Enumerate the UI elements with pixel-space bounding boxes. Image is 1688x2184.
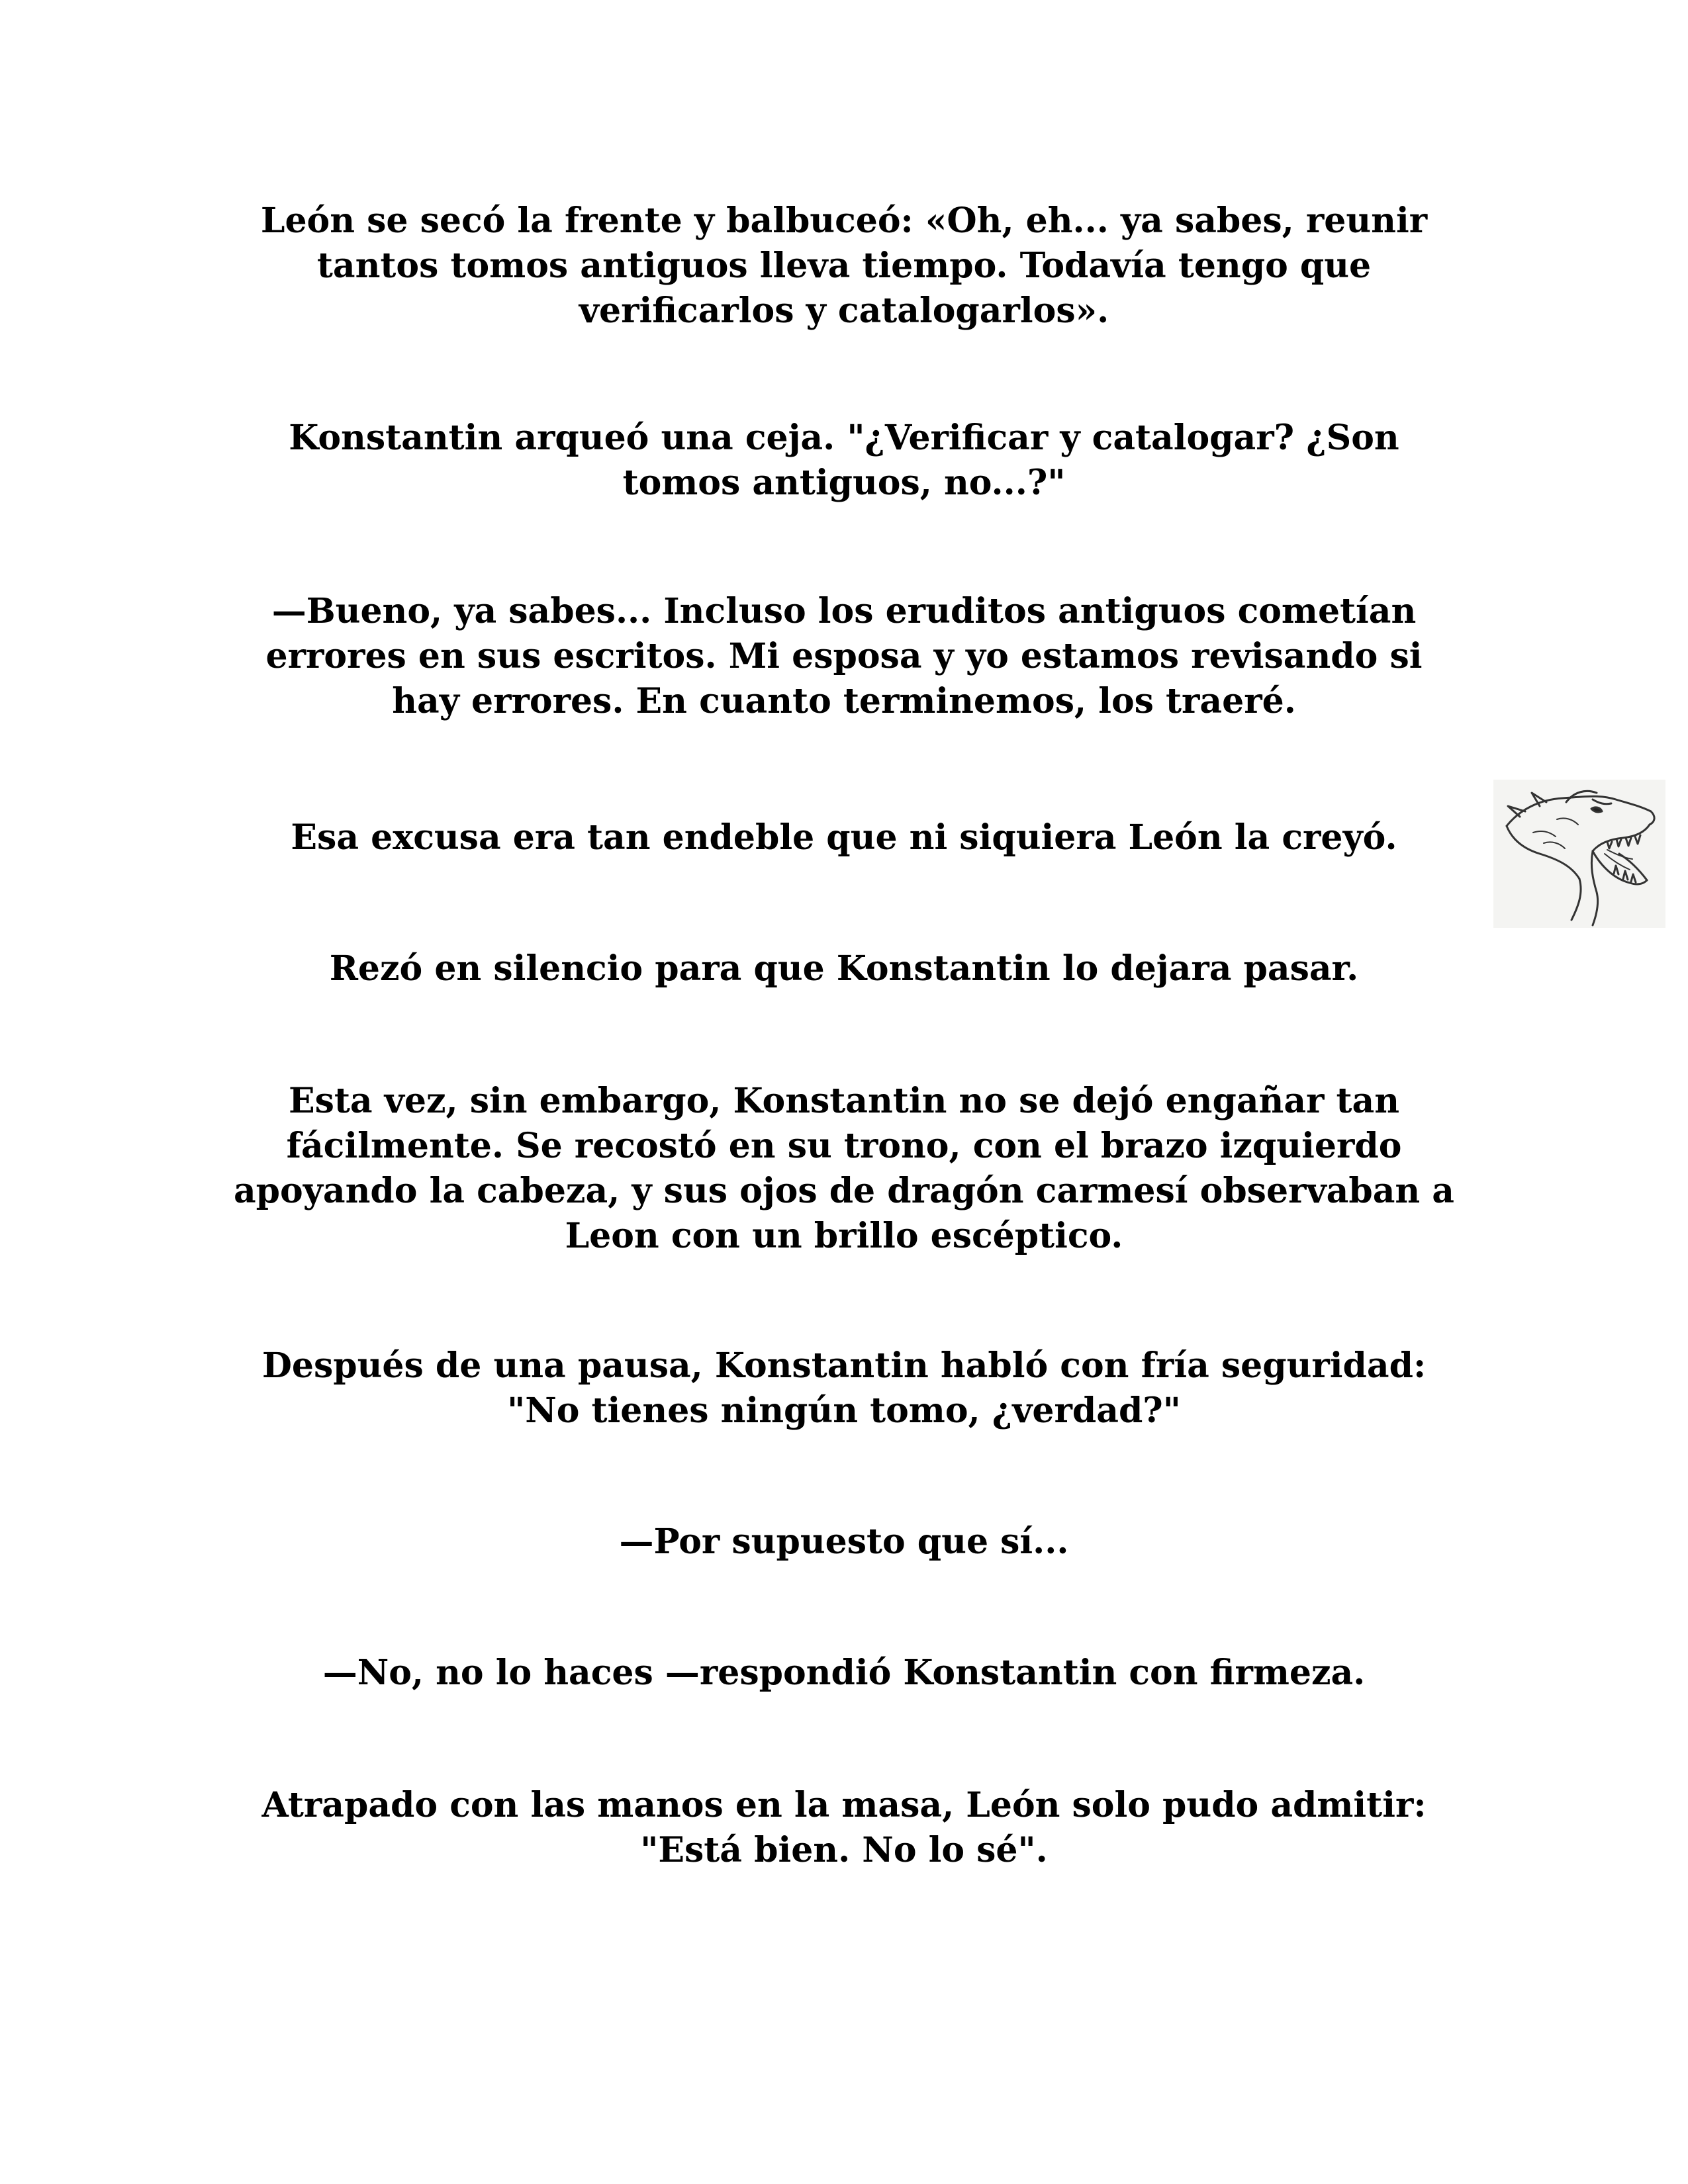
paragraph-10 bbox=[0, 1783, 1688, 1873]
paragraph-4 bbox=[0, 815, 1688, 860]
paragraph-line: fácilmente. Se recostó en su trono, con el brazo izquierdo bbox=[286, 1126, 1402, 1166]
paragraph-line: Konstantin arqueó una ceja. "¿Verificar y catalogar? ¿Son bbox=[289, 418, 1399, 458]
paragraph-line: apoyando la cabeza, y sus ojos de dragón carmesí observaban a bbox=[233, 1171, 1455, 1211]
paragraph-line: verificarlos y catalogarlos». bbox=[579, 291, 1109, 331]
paragraph-line: tomos antiguos, no...?" bbox=[622, 463, 1066, 503]
paragraph-line: Rezó en silencio para que Konstantin lo dejara pasar. bbox=[329, 948, 1359, 989]
paragraph-line: León se secó la frente y balbuceó: «Oh, eh... ya sabes, reunir bbox=[260, 201, 1428, 241]
paragraph-line: —No, no lo haces —respondió Konstantin con firmeza. bbox=[322, 1653, 1366, 1693]
paragraph-line: Esta vez, sin embargo, Konstantin no se dejó engañar tan bbox=[288, 1081, 1400, 1121]
paragraph-line: —Bueno, ya sabes... Incluso los eruditos antiguos cometían bbox=[271, 591, 1417, 631]
paragraph-line: "Está bien. No lo sé". bbox=[640, 1830, 1048, 1870]
dragon-head-icon bbox=[1493, 780, 1665, 928]
paragraph-7 bbox=[0, 1343, 1688, 1433]
paragraph-9 bbox=[0, 1651, 1688, 1696]
paragraph-line: —Por supuesto que sí... bbox=[619, 1522, 1069, 1562]
paragraph-line: Esa excusa era tan endeble que ni siquiera León la creyó. bbox=[291, 817, 1397, 858]
paragraph-line: Atrapado con las manos en la masa, León solo pudo admitir: bbox=[261, 1785, 1427, 1825]
paragraph-line: errores en sus escritos. Mi esposa y yo estamos revisando si bbox=[265, 636, 1423, 676]
paragraph-5 bbox=[0, 946, 1688, 991]
paragraph-6 bbox=[0, 1079, 1688, 1259]
paragraph-line: tantos tomos antiguos lleva tiempo. Todavía tengo que bbox=[316, 246, 1372, 286]
paragraph-8 bbox=[0, 1520, 1688, 1565]
paragraph-line: hay errores. En cuanto terminemos, los traeré. bbox=[392, 681, 1296, 721]
paragraph-3 bbox=[0, 589, 1688, 724]
paragraph-1 bbox=[0, 199, 1688, 334]
paragraph-line: Después de una pausa, Konstantin habló con fría seguridad: bbox=[261, 1345, 1427, 1386]
paragraph-2 bbox=[0, 416, 1688, 506]
paragraph-line: "No tienes ningún tomo, ¿verdad?" bbox=[507, 1390, 1181, 1431]
paragraph-line: Leon con un brillo escéptico. bbox=[565, 1216, 1123, 1256]
